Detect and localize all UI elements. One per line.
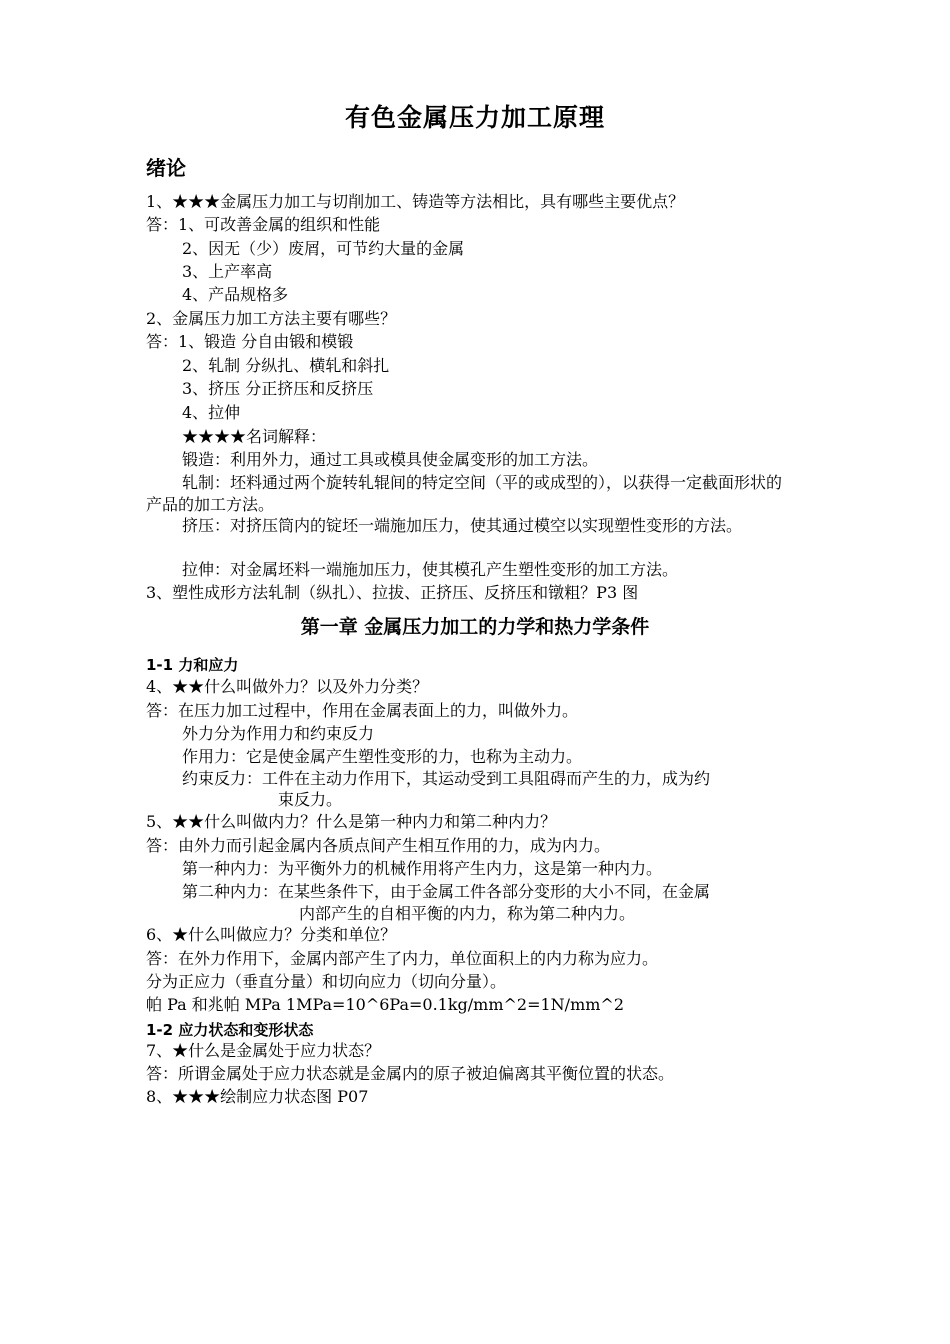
term-extrusion: 挤压：对挤压筒内的锭坯一端施加压力，使其通过模空以实现塑性变形的方法。	[182, 516, 743, 535]
answer-2-item-3: 3、挤压 分正挤压和反挤压	[182, 379, 374, 398]
answer-6-line-3: 帕 Pa 和兆帕 MPa 1MPa=10^6Pa=0.1kg/mm^2=1N/mm^2	[146, 995, 625, 1014]
answer-1-item-3: 3、上产率高	[182, 262, 273, 281]
question-2: 2、金属压力加工方法主要有哪些？	[146, 309, 397, 328]
question-3: 3、塑性成形方法轧制（纵扎）、拉拔、正挤压、反挤压和镦粗？P3 图	[146, 583, 639, 602]
chapter-1-heading: 第一章 金属压力加工的力学和热力学条件	[300, 616, 650, 638]
answer-5-line-4: 内部产生的自相平衡的内力，称为第二种内力。	[299, 904, 636, 923]
question-8: 8、★★★绘制应力状态图 P07	[146, 1087, 369, 1106]
term-rolling: 轧制：坯料通过两个旋转轧辊间的特定空间（平的或成型的），以获得一定截面形状的产品的加工方法。	[146, 473, 783, 514]
answer-7: 答：所谓金属处于应力状态就是金属内的原子被迫偏离其平衡位置的状态。	[146, 1064, 675, 1083]
answer-5-line-3: 第二种内力：在某些条件下，由于金属工件各部分变形的大小不同，在金属	[182, 882, 711, 901]
answer-4-line-3: 作用力：它是使金属产生塑性变形的力，也称为主动力。	[182, 747, 583, 766]
answer-5-line-2: 第一种内力：为平衡外力的机械作用将产生内力，这是第一种内力。	[182, 859, 663, 878]
question-1: 1、★★★金属压力加工与切削加工、铸造等方法相比，具有哪些主要优点？	[146, 192, 685, 211]
answer-2-item-1: 答：1、锻造 分自由锻和模锻	[146, 332, 354, 351]
answer-4-line-1: 答：在压力加工过程中，作用在金属表面上的力，叫做外力。	[146, 701, 579, 720]
section-1-1-heading: 1-1 力和应力	[146, 656, 239, 674]
answer-6-line-1: 答：在外力作用下，金属内部产生了内力，单位面积上的内力称为应力。	[146, 949, 659, 968]
question-7: 7、★什么是金属处于应力状态？	[146, 1041, 381, 1060]
section-1-2-heading: 1-2 应力状态和变形状态	[146, 1021, 314, 1039]
answer-1-item-4: 4、产品规格多	[182, 285, 289, 304]
document-title: 有色金属压力加工原理	[344, 103, 605, 132]
question-4: 4、★★什么叫做外力？以及外力分类？	[146, 677, 429, 696]
intro-heading: 绪论	[146, 156, 186, 180]
answer-1-item-2: 2、因无（少）废屑，可节约大量的金属	[182, 239, 465, 258]
answer-5-line-1: 答：由外力而引起金属内各质点间产生相互作用的力，成为内力。	[146, 836, 611, 855]
answer-2-item-2: 2、轧制 分纵扎、横轧和斜扎	[182, 356, 390, 375]
answer-2-item-4: 4、拉伸	[182, 403, 241, 422]
question-5: 5、★★什么叫做内力？什么是第一种内力和第二种内力？	[146, 812, 557, 831]
answer-4-line-2: 外力分为作用力和约束反力	[182, 724, 375, 743]
question-6: 6、★什么叫做应力？分类和单位？	[146, 925, 397, 944]
term-drawing: 拉伸：对金属坯料一端施加压力，使其模孔产生塑性变形的加工方法。	[182, 560, 679, 579]
answer-6-line-2: 分为正应力（垂直分量）和切向应力（切向分量）。	[146, 972, 507, 991]
answer-4-line-4: 约束反力：工件在主动力作用下，其运动受到工具阻碍而产生的力，成为约	[182, 769, 711, 788]
answer-4-line-5: 束反力。	[278, 790, 343, 809]
term-forging: 锻造：利用外力，通过工具或模具使金属变形的加工方法。	[182, 450, 599, 469]
terms-heading: ★★★★名词解释：	[182, 427, 327, 446]
answer-1-item-1: 答：1、可改善金属的组织和性能	[146, 215, 381, 234]
